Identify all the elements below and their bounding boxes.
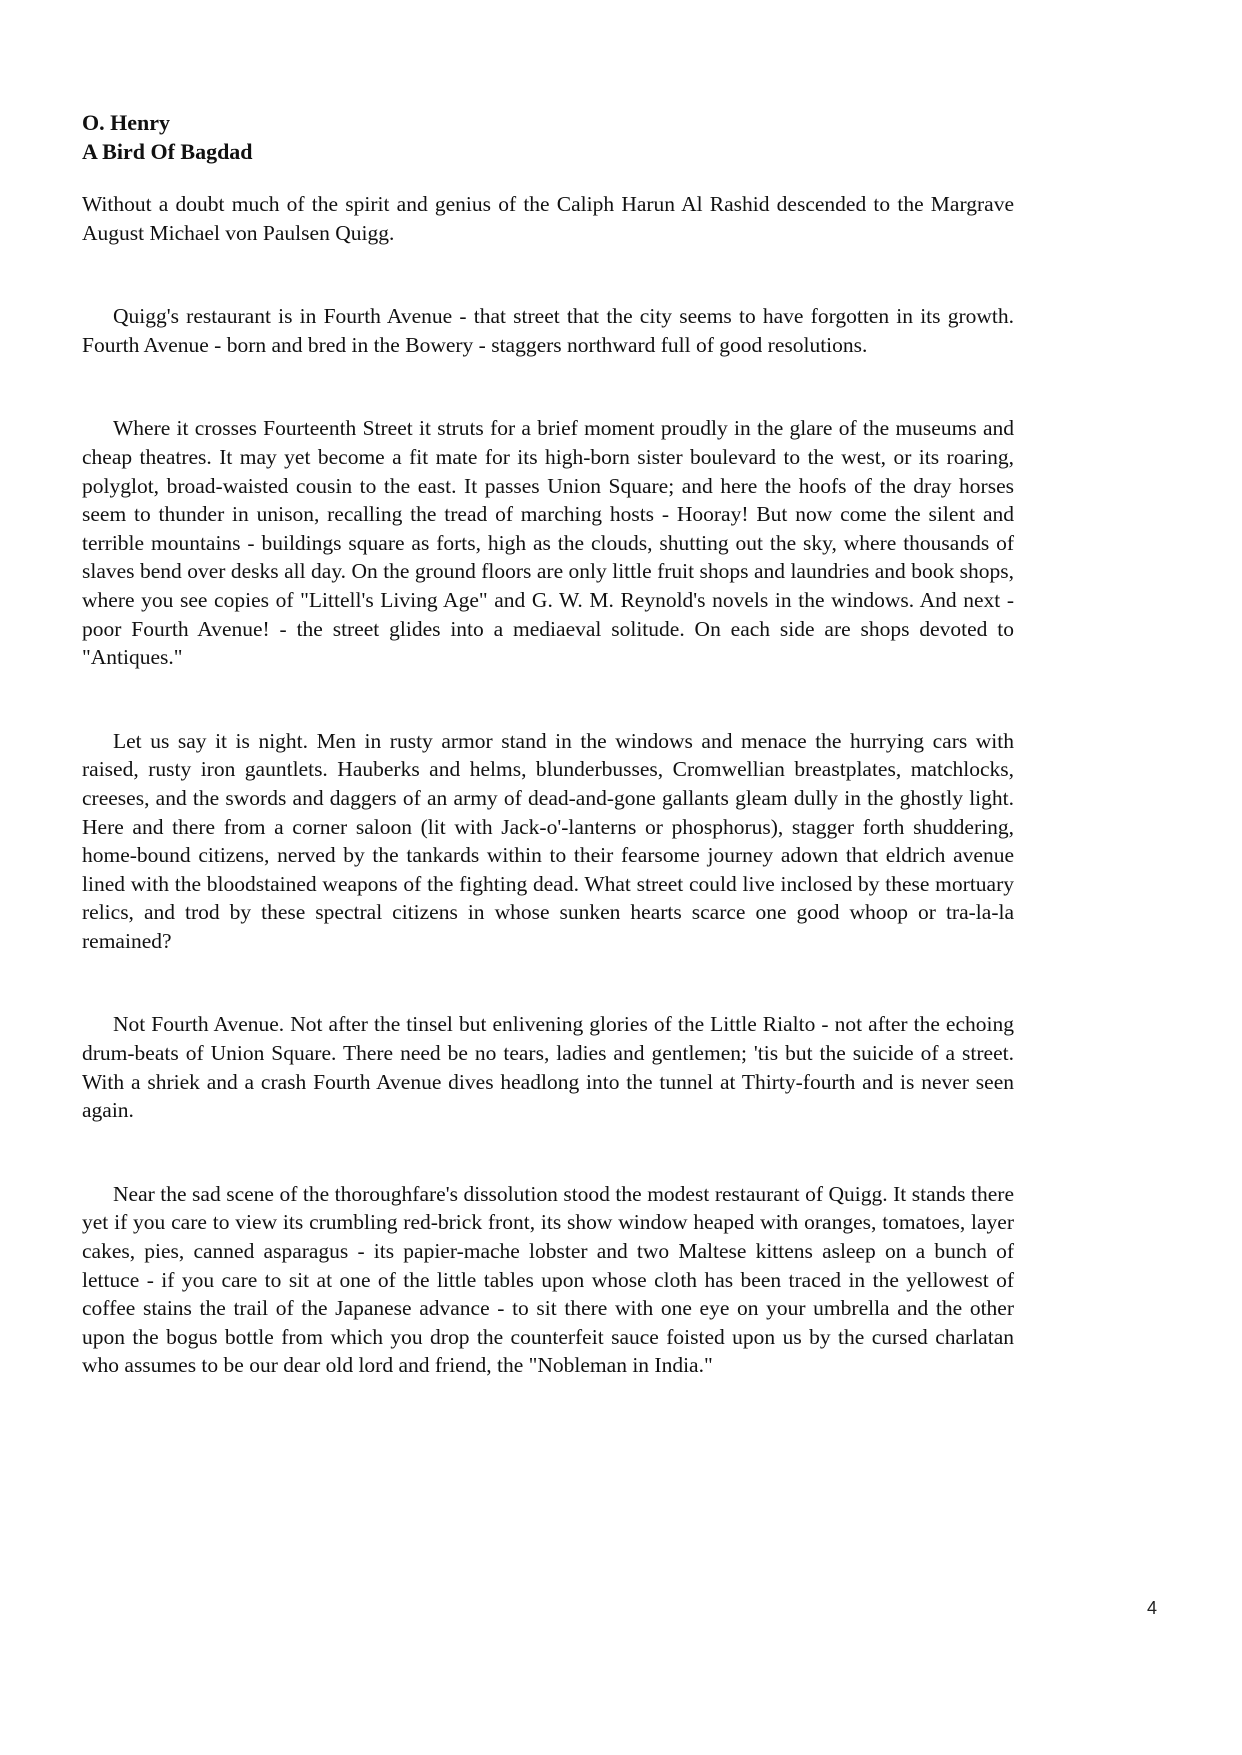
document-page (82, 108, 1014, 1435)
page-number: 4 (1147, 1598, 1158, 1618)
paragraph-3: Where it crosses Fourteenth Street it struts for a brief moment proudly in the glare of the museums and cheap theatres. It may yet become a fit mate for its high-born sister boulevard to the west, or its roaring, polyglot, broad-waisted cousin to the east. It passes Union Square; and here the hoofs of the dray horses seem to thunder in unison, recalling the tread of marching hosts - Hooray! But now come the silent and terrible mountains - buildings square as forts, high as the clouds, shutting out the sky, where thousands of slaves bend over desks all day. On the ground floors are only little fruit shops and laundries and book shops, where you see copies of "Littell's Living Age" and G. W. M. Reynold's novels in the windows. And next - poor Fourth Avenue! - the street glides into a mediaeval solitude. On each side are shops devoted to "Antiques." (82, 416, 1014, 670)
story-title: A Bird Of Bagdad (82, 139, 253, 164)
author-name: O. Henry (82, 110, 170, 135)
document-header (82, 108, 1014, 166)
paragraph-4: Let us say it is night. Men in rusty armor stand in the windows and menace the hurrying cars with raised, rusty iron gauntlets. Hauberks and helms, blunderbusses, Cromwellian breastplates, matchlocks, creeses, and the swords and daggers of an army of dead-and-gone gallants gleam dully in the ghostly light. Here and there from a corner saloon (lit with Jack-o'-lanterns or phosphorus), stagger forth shuddering, home-bound citizens, nerved by the tankards within to their fearsome journey adown that eldrich avenue lined with the bloodstained weapons of the fighting dead. What street could live inclosed by these mortuary relics, and trod by these spectral citizens in whose sunken hearts scarce one good whoop or tra-la-la remained? (82, 728, 1014, 953)
paragraph-1: Without a doubt much of the spirit and genius of the Caliph Harun Al Rashid descended to the Margrave August Michael von Paulsen Quigg. (82, 192, 1014, 245)
paragraph-6: Near the sad scene of the thoroughfare's dissolution stood the modest restaurant of Quigg. It stands there yet if you care to view its crumbling red-brick front, its show window heaped with oranges, tomatoes, layer cakes, pies, canned asparagus - its papier-mache lobster and two Maltese kittens asleep on a bunch of lettuce - if you care to sit at one of the little tables upon whose cloth has been traced in the yellowest of coffee stains the trail of the Japanese advance - to sit there with one eye on your umbrella and the other upon the bogus bottle from which you drop the counterfeit sauce foisted upon us by the cursed charlatan who assumes to be our dear old lord and friend, the "Nobleman in India." (82, 1181, 1014, 1378)
paragraph-5: Not Fourth Avenue. Not after the tinsel but enlivening glories of the Little Rialto - not after the echoing drum-beats of Union Square. There need be no tears, ladies and gentlemen; 'tis but the suicide of a street. With a shriek and a crash Fourth Avenue dives headlong into the tunnel at Thirty-fourth and is never seen again. (82, 1012, 1014, 1123)
paragraph-2: Quigg's restaurant is in Fourth Avenue - that street that the city seems to have forgotten in its growth. Fourth Avenue - born and bred in the Bowery - staggers northward full of good resolutions. (82, 304, 1014, 357)
